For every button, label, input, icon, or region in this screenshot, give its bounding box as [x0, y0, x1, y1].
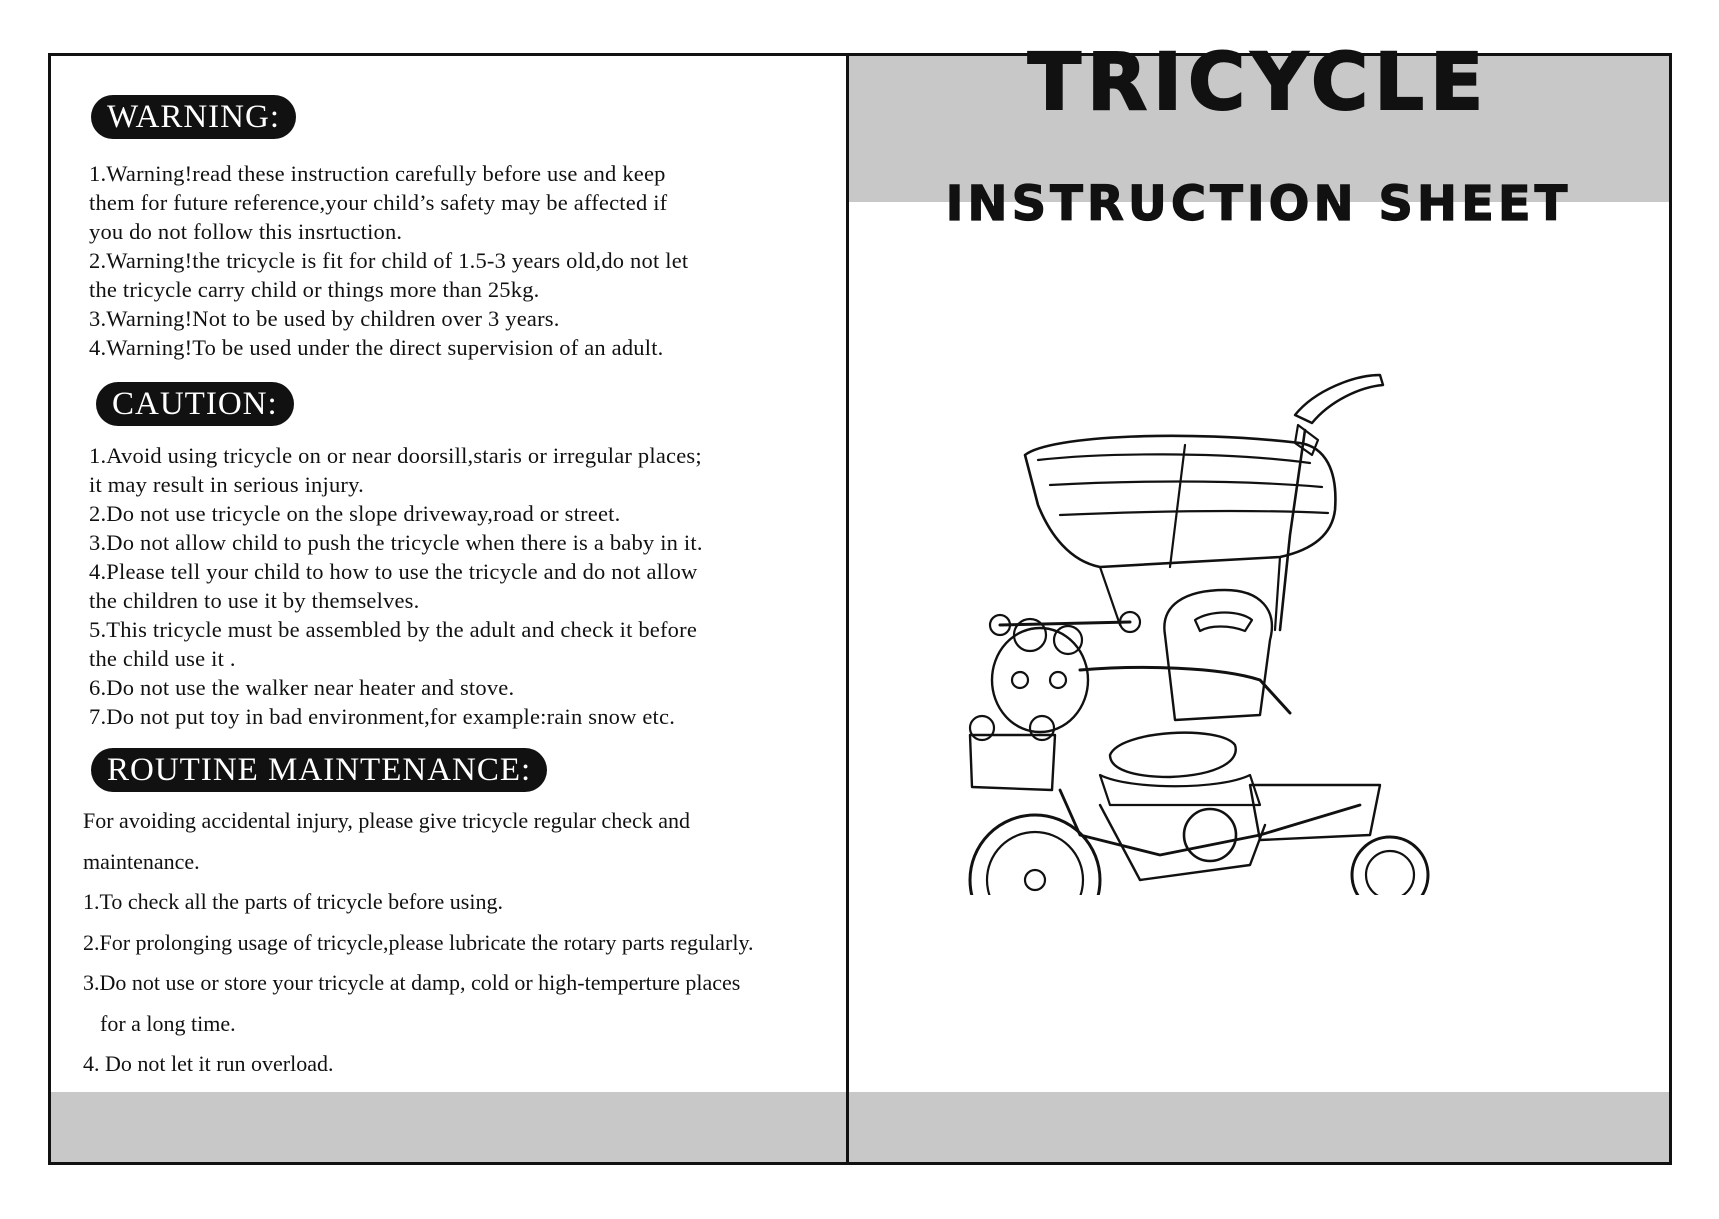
- tricycle-drawing-icon: [960, 335, 1520, 895]
- caution-line: the child use it .: [89, 646, 236, 671]
- warning-line: 4.Warning!To be used under the direct supervision of an adult.: [89, 335, 664, 360]
- caution-line: 1.Avoid using tricycle on or near doorsill,staris or irregular places;: [89, 443, 702, 468]
- right-footer-band: [849, 1092, 1669, 1162]
- maintenance-line: 2.For prolonging usage of tricycle,please lubricate the rotary parts regularly.: [83, 929, 754, 955]
- caution-line: 4.Please tell your child to how to use the tricycle and do not allow: [89, 559, 698, 584]
- warning-line: the tricycle carry child or things more than 25kg.: [89, 277, 540, 302]
- caution-line: 5.This tricycle must be assembled by the adult and check it before: [89, 617, 698, 642]
- sheet-subtitle: INSTRUCTION SHEET: [945, 176, 1572, 232]
- maintenance-line: maintenance.: [83, 848, 200, 874]
- maintenance-line: 1.To check all the parts of tricycle before using.: [83, 889, 503, 914]
- caution-heading: CAUTION:: [96, 382, 294, 426]
- warning-line: 3.Warning!Not to be used by children over 3 years.: [89, 306, 560, 331]
- caution-line: 7.Do not put toy in bad environment,for example:rain snow etc.: [89, 704, 676, 729]
- warning-line: you do not follow this insrtuction.: [89, 219, 403, 244]
- maintenance-text: [83, 801, 754, 1085]
- maintenance-heading: ROUTINE MAINTENANCE:: [91, 748, 547, 792]
- maintenance-line: 4. Do not let it run overload.: [83, 1051, 334, 1076]
- caution-line: 2.Do not use tricycle on the slope driveway,road or street.: [89, 501, 621, 526]
- product-title: TRICYCLE: [1027, 38, 1490, 128]
- maintenance-line: 3.Do not use or store your tricycle at damp, cold or high-temperture places: [83, 970, 741, 995]
- warning-line: them for future reference,your child’s safety may be affected if: [89, 190, 668, 215]
- caution-line: it may result in serious injury.: [89, 472, 364, 497]
- warning-line: 1.Warning!read these instruction carefully before use and keep: [89, 161, 666, 186]
- caution-text: [89, 441, 703, 731]
- caution-line: the children to use it by themselves.: [89, 588, 420, 613]
- warning-text: [89, 159, 688, 362]
- maintenance-line: For avoiding accidental injury, please give tricycle regular check and: [83, 808, 690, 833]
- left-footer-band: [51, 1092, 846, 1162]
- maintenance-line: for a long time.: [100, 1010, 236, 1036]
- caution-line: 3.Do not allow child to push the tricycle when there is a baby in it.: [89, 530, 703, 555]
- caution-line: 6.Do not use the walker near heater and stove.: [89, 675, 515, 700]
- warning-line: 2.Warning!the tricycle is fit for child of 1.5-3 years old,do not let: [89, 248, 689, 273]
- warning-heading: WARNING:: [91, 95, 296, 139]
